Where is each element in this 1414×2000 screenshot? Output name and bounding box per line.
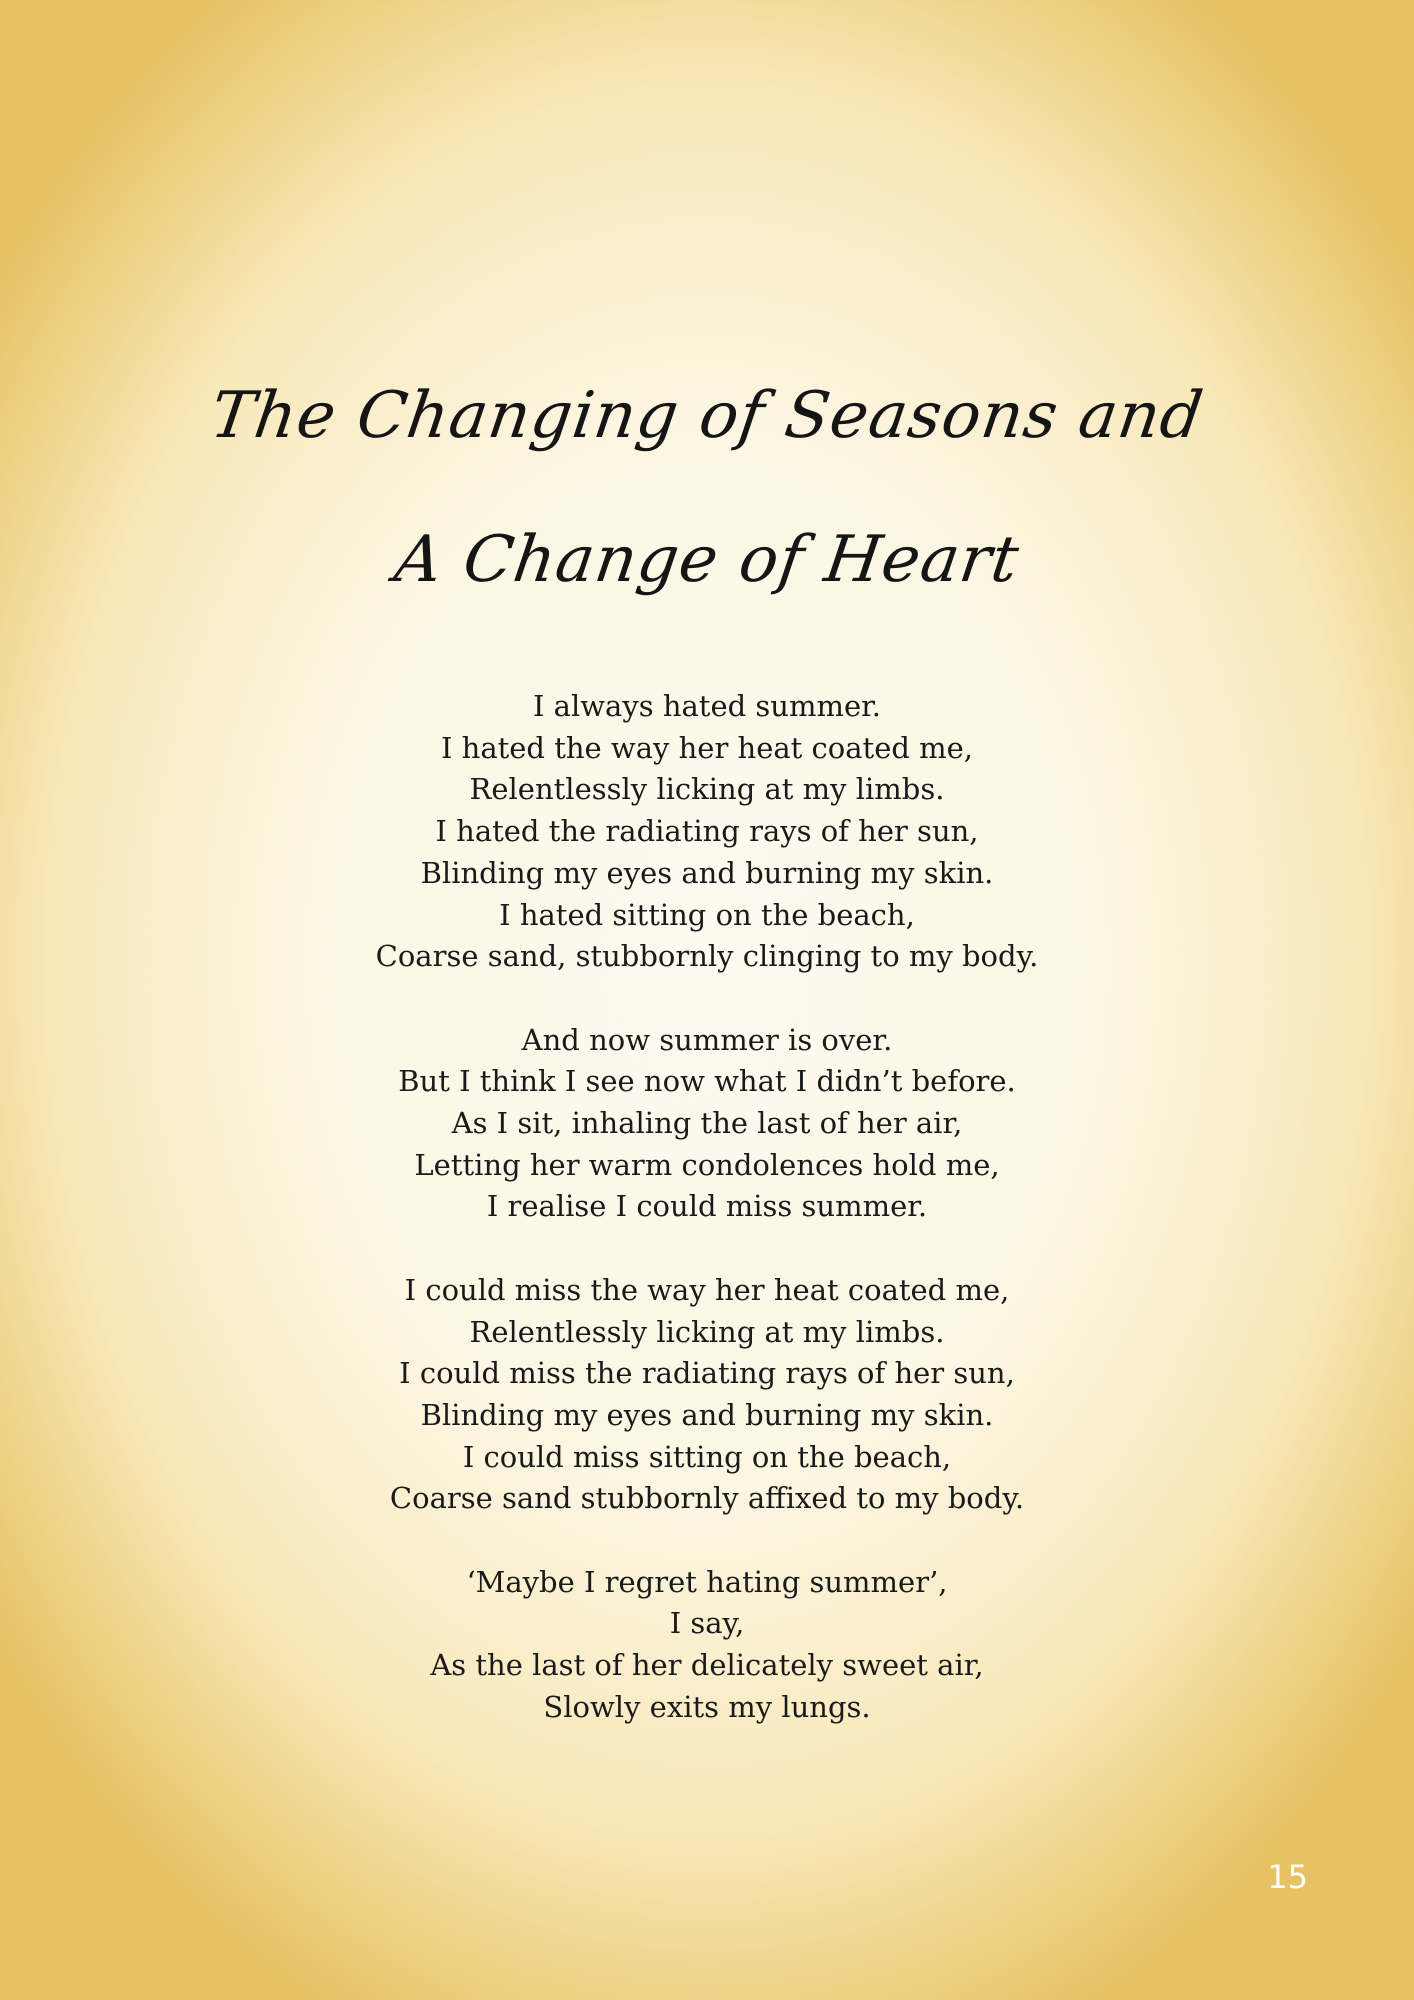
poem-line: I could miss the way her heat coated me, (404, 1272, 1010, 1307)
poem-line: Blinding my eyes and burning my skin. (420, 855, 994, 890)
poem-line: And now summer is over. (521, 1022, 893, 1057)
stanza-4 (0, 1562, 1414, 1729)
poem-line: I say, (669, 1606, 745, 1641)
stanza-2 (0, 1020, 1414, 1229)
page-number: 15 (1267, 1858, 1308, 1896)
poem-line: I hated the way her heat coated me, (440, 730, 974, 765)
poem-line: As the last of her delicately sweet air, (430, 1648, 984, 1683)
poem-line: But I think I see now what I didn’t before. (398, 1064, 1016, 1099)
stanza-3 (0, 1270, 1414, 1520)
poem-body (0, 686, 1414, 1770)
poem-line: I always hated summer. (532, 689, 881, 723)
poem-line: I could miss sitting on the beach, (462, 1439, 952, 1474)
poem-line: Coarse sand stubbornly affixed to my body. (389, 1481, 1025, 1516)
poem-line: Slowly exits my lungs. (543, 1689, 871, 1724)
poem-line: Relentlessly licking at my limbs. (469, 772, 945, 807)
poem-line: I realise I could miss summer. (486, 1189, 928, 1224)
poem-line: ‘Maybe I regret hating summer’, (466, 1564, 948, 1599)
stanza-1 (0, 686, 1414, 978)
poem-line: Letting her warm condolences hold me, (414, 1147, 1000, 1182)
poem-line: Relentlessly licking at my limbs. (469, 1314, 945, 1349)
poem-line: I could miss the radiating rays of her sun, (399, 1356, 1015, 1391)
poem-line: Blinding my eyes and burning my skin. (420, 1397, 994, 1432)
poem-line: As I sit, inhaling the last of her air, (451, 1106, 963, 1141)
poem-title-line-2: A Change of Heart (390, 523, 1024, 597)
poem-title-line-1: The Changing of Seasons and (206, 379, 1208, 453)
poem-line: I hated sitting on the beach, (499, 897, 915, 932)
poem-line: I hated the radiating rays of her sun, (435, 814, 979, 849)
poem-line: Coarse sand, stubbornly clinging to my body. (375, 939, 1039, 974)
